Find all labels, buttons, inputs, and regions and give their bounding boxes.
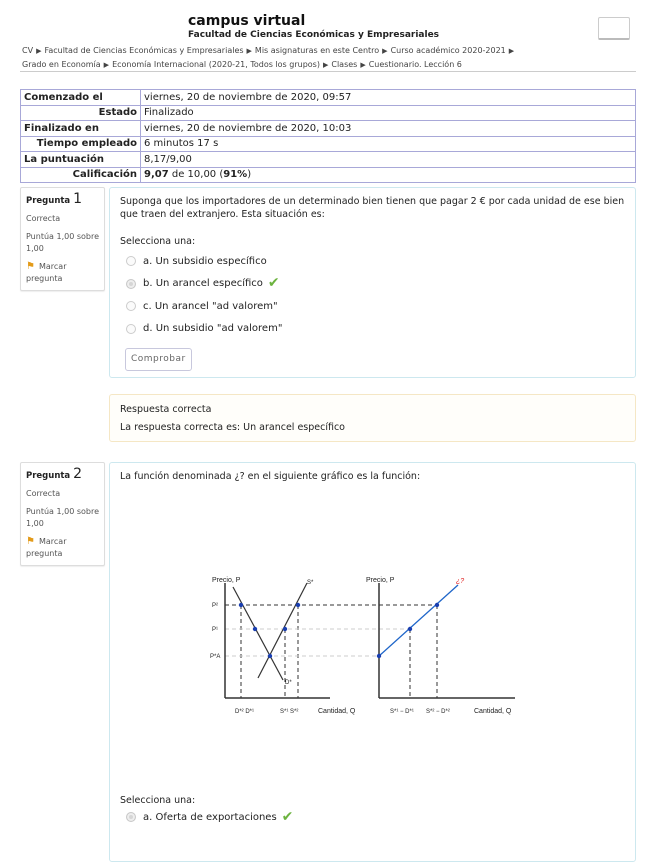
radio-button-selected[interactable] xyxy=(126,812,136,822)
left-y-label: Precio, P xyxy=(212,577,241,584)
p2-label: P² xyxy=(212,603,218,609)
row-value xyxy=(141,167,636,183)
radio-button-selected[interactable] xyxy=(126,279,136,289)
question-number xyxy=(26,468,99,482)
question-number xyxy=(26,193,99,207)
breadcrumb-arrow-icon: ▶ xyxy=(246,47,252,55)
x-tick-excess-2: S*² − D*² xyxy=(426,709,450,715)
p1-label: P¹ xyxy=(212,627,218,633)
answer-option-b[interactable] xyxy=(120,273,625,296)
row-value: viernes, 20 de noviembre de 2020, 10:03 xyxy=(141,121,636,137)
breadcrumb-link[interactable]: Grado en Economía xyxy=(22,60,101,69)
breadcrumb-link[interactable]: Facultad de Ciencias Económicas y Empresariales xyxy=(44,46,244,55)
breadcrumb-link[interactable]: Mis asignaturas en este Centro xyxy=(254,46,380,55)
question-status: Correcta xyxy=(26,214,61,223)
question-text: La función denominada ¿? en el siguiente gráfico es la función: xyxy=(120,471,421,482)
answer-option-d[interactable] xyxy=(120,318,625,341)
pa-label: P*A xyxy=(210,654,221,660)
table-row xyxy=(21,167,636,183)
row-label: Calificación xyxy=(21,167,141,183)
breadcrumb-link[interactable]: Cuestionario. Lección 6 xyxy=(368,60,462,69)
breadcrumb-arrow-icon: ▶ xyxy=(36,47,42,55)
right-y-label: Precio, P xyxy=(366,577,395,584)
checkmark-icon: ✔ xyxy=(281,808,294,825)
question-text: Suponga que los importadores de un determinado bien tienen que pagar 2 € por cada unidad de ese bien que traen del extranjero. Esta situación es: xyxy=(120,196,625,220)
question-1-content xyxy=(109,187,636,378)
answer-option-c[interactable] xyxy=(120,295,625,318)
flag-label: Marcar pregunta xyxy=(26,262,67,283)
feedback-box xyxy=(109,394,636,442)
breadcrumb-arrow-icon: ▶ xyxy=(382,47,388,55)
grade-rest: de 10,00 ( xyxy=(168,169,224,181)
supply-label: S* xyxy=(307,580,314,586)
checkmark-icon: ✔ xyxy=(267,275,280,292)
flag-question-link[interactable] xyxy=(26,536,99,560)
table-row xyxy=(21,152,636,168)
site-title[interactable]: campus virtual xyxy=(188,13,306,29)
unknown-label: ¿? xyxy=(456,578,465,585)
row-value: Finalizado xyxy=(141,105,636,121)
flag-label: Marcar pregunta xyxy=(26,537,67,558)
option-label: c. Un arancel "ad valorem" xyxy=(143,300,278,312)
x-tick-supply: S*¹ S*² xyxy=(280,709,299,715)
divider xyxy=(20,71,636,72)
option-label: a. Un subsidio específico xyxy=(143,255,267,267)
table-row xyxy=(21,121,636,137)
table-row xyxy=(21,105,636,121)
question-label: Pregunta xyxy=(26,471,71,481)
grade-percent: 91% xyxy=(223,169,248,181)
grade-end: ) xyxy=(247,169,252,181)
attempt-summary-table xyxy=(20,89,636,183)
select-prompt: Selecciona una: xyxy=(120,236,196,247)
flag-question-link[interactable] xyxy=(26,261,99,285)
table-row xyxy=(21,136,636,152)
flag-icon: ⚑ xyxy=(26,536,35,547)
x-tick-excess-1: S*¹ − D*¹ xyxy=(390,709,414,715)
row-label: Estado xyxy=(21,105,141,121)
feedback-title: Respuesta correcta xyxy=(120,404,212,415)
breadcrumb-link[interactable]: Curso académico 2020-2021 xyxy=(390,46,506,55)
breadcrumb-link[interactable]: Clases xyxy=(331,60,358,69)
flag-icon: ⚑ xyxy=(26,261,35,272)
check-button[interactable]: Comprobar xyxy=(125,348,192,371)
question-2-content xyxy=(109,462,636,862)
option-label: d. Un subsidio "ad valorem" xyxy=(143,323,283,335)
row-value: viernes, 20 de noviembre de 2020, 09:57 xyxy=(141,90,636,106)
row-label: La puntuación xyxy=(21,152,141,168)
question-score: Puntúa 1,00 sobre 1,00 xyxy=(26,507,100,528)
option-label: a. Oferta de exportaciones xyxy=(143,811,277,823)
x-tick-demand: D*² D*¹ xyxy=(235,709,254,715)
row-label: Comenzado el xyxy=(21,90,141,106)
user-menu-button[interactable] xyxy=(598,17,630,40)
breadcrumb-link[interactable]: CV xyxy=(22,46,34,55)
question-score: Puntúa 1,00 sobre 1,00 xyxy=(26,232,100,253)
row-label: Finalizado en xyxy=(21,121,141,137)
option-label: b. Un arancel específico xyxy=(143,278,263,290)
radio-button[interactable] xyxy=(126,256,136,266)
breadcrumb-link[interactable]: Economía Internacional (2020-21, Todos los grupos) xyxy=(112,60,320,69)
feedback-text: La respuesta correcta es: Un arancel específico xyxy=(120,422,345,433)
breadcrumb xyxy=(22,44,622,72)
row-label: Tiempo empleado xyxy=(21,136,141,152)
question-status: Correcta xyxy=(26,489,61,498)
breadcrumb-arrow-icon: ▶ xyxy=(360,61,366,69)
select-prompt: Selecciona una: xyxy=(120,795,196,806)
answer-option-a[interactable] xyxy=(120,250,625,273)
right-x-label: Cantidad, Q xyxy=(474,708,512,715)
breadcrumb-arrow-icon: ▶ xyxy=(103,61,110,69)
radio-button[interactable] xyxy=(126,324,136,334)
demand-label: D* xyxy=(285,680,292,686)
site-subtitle: Facultad de Ciencias Económicas y Empresariales xyxy=(188,30,440,40)
answer-option-a[interactable] xyxy=(120,806,293,829)
question-num: 1 xyxy=(73,191,83,207)
breadcrumb-arrow-icon: ▶ xyxy=(322,61,329,69)
table-row xyxy=(21,90,636,106)
breadcrumb-arrow-icon: ▶ xyxy=(508,47,515,55)
question-label: Pregunta xyxy=(26,196,71,206)
row-value: 6 minutos 17 s xyxy=(141,136,636,152)
grade: 9,07 xyxy=(144,169,169,181)
left-x-label: Cantidad, Q xyxy=(318,708,356,715)
row-value: 8,17/9,00 xyxy=(141,152,636,168)
radio-button[interactable] xyxy=(126,301,136,311)
question-1-info xyxy=(20,187,105,291)
question-2-info xyxy=(20,462,105,566)
question-num: 2 xyxy=(73,466,83,482)
